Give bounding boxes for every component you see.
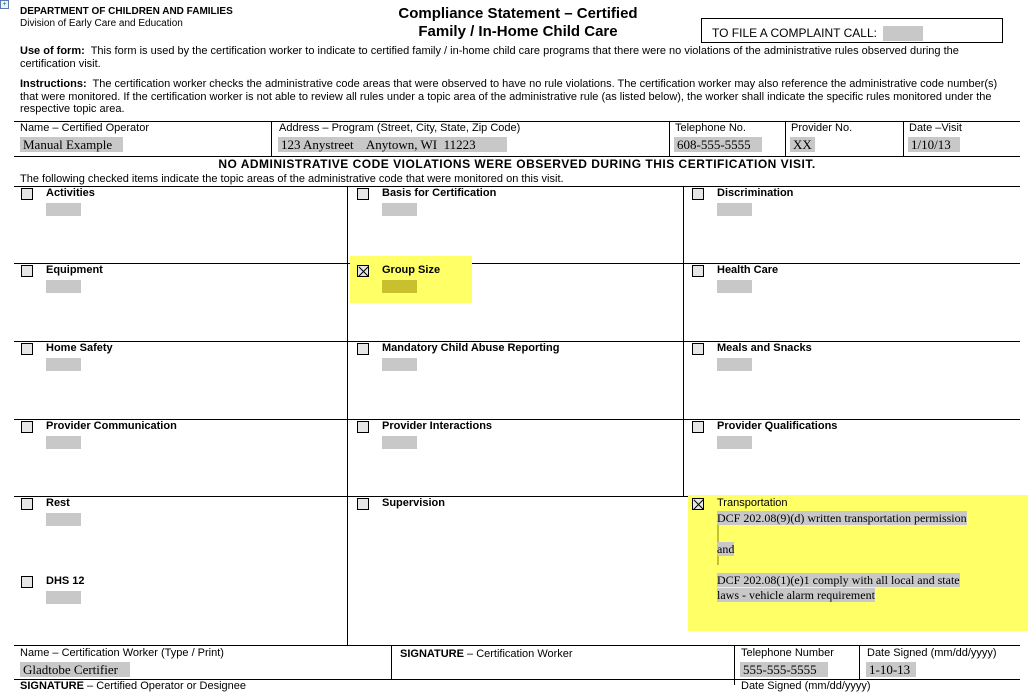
meals-label: Meals and Snacks [717, 342, 812, 354]
grid-line [14, 263, 1020, 264]
grid-line [683, 186, 684, 497]
dhs12-label: DHS 12 [46, 575, 85, 587]
complaint-box [701, 18, 1003, 43]
move-handle-icon[interactable]: + [0, 0, 9, 9]
transportation-note-line4[interactable]: laws - vehicle alarm requirement [717, 588, 875, 602]
no-violations-heading: NO ADMINISTRATIVE CODE VIOLATIONS WERE OBSERVED DURING THIS CERTIFICATION VISIT. [218, 157, 816, 171]
use-of-form-text: This form is used by the certification worker to indicate to certified family / in-home child care programs that there were no violations of the administrative rules observed during the certification visit. [20, 45, 959, 70]
phone-field[interactable]: 608-555-5555 [674, 137, 762, 152]
division-name: Division of Early Care and Education [20, 18, 183, 29]
meals-checkbox[interactable] [692, 343, 704, 355]
basis-label: Basis for Certification [382, 187, 497, 199]
following-note: The following checked items indicate the topic areas of the administrative code that were monitored on this visit. [20, 173, 564, 185]
mandatory-checkbox[interactable] [357, 343, 369, 355]
address-field[interactable]: 123 Anystreet Anytown, WI 11223 [278, 137, 507, 152]
health-care-label: Health Care [717, 264, 779, 276]
equipment-field[interactable] [46, 280, 81, 293]
equipment-label: Equipment [46, 264, 103, 276]
basis-field[interactable] [382, 203, 417, 216]
rest-label: Rest [46, 497, 70, 509]
date-signed-label: Date Signed (mm/dd/yyyy) [867, 647, 997, 659]
date-signed-field[interactable]: 1-10-13 [866, 662, 916, 677]
complaint-label: TO FILE A COMPLAINT CALL: [712, 26, 877, 40]
health-care-checkbox[interactable] [692, 265, 704, 277]
provider-number-field[interactable]: XX [790, 137, 815, 152]
divider [859, 645, 860, 679]
basis-checkbox[interactable] [357, 188, 369, 200]
divider [785, 121, 786, 156]
transportation-note-line2[interactable]: and [717, 542, 735, 556]
supervision-checkbox[interactable] [357, 498, 369, 510]
grid-line [347, 186, 348, 645]
rest-field[interactable] [46, 513, 81, 526]
mandatory-field[interactable] [382, 358, 417, 371]
transportation-checkbox[interactable] [692, 498, 704, 510]
provider-inter-field[interactable] [382, 436, 417, 449]
discrimination-label: Discrimination [717, 187, 794, 199]
instructions-paragraph [20, 78, 1014, 116]
dhs12-checkbox[interactable] [21, 576, 33, 588]
transportation-label: Transportation [717, 497, 788, 509]
group-size-field[interactable] [382, 280, 417, 293]
home-safety-field[interactable] [46, 358, 81, 371]
group-size-label: Group Size [382, 264, 441, 276]
discrimination-checkbox[interactable] [692, 188, 704, 200]
activities-field[interactable] [46, 203, 81, 216]
discrimination-field[interactable] [717, 203, 752, 216]
form-subtitle: Family / In-Home Child Care [418, 23, 618, 40]
divider [669, 121, 670, 156]
operator-field[interactable]: Manual Example [20, 137, 123, 152]
divider [903, 121, 904, 156]
worker-name-label: Name – Certification Worker (Type / Print) [20, 647, 224, 659]
rest-checkbox[interactable] [21, 498, 33, 510]
provider-comm-field[interactable] [46, 436, 81, 449]
meals-field[interactable] [717, 358, 752, 371]
use-of-form-label: Use of form: [20, 45, 85, 57]
home-safety-label: Home Safety [46, 342, 113, 354]
dhs12-field[interactable] [46, 591, 81, 604]
transportation-note-line3[interactable]: DCF 202.08(1)(e)1 comply with all local and state [717, 573, 960, 587]
divider [391, 645, 392, 679]
divider [271, 121, 272, 156]
operator-label: Name – Certified Operator [20, 122, 149, 134]
visit-date-label: Date –Visit [909, 122, 962, 134]
supervision-label: Supervision [382, 497, 445, 509]
worker-name-field[interactable]: Gladtobe Certifier [20, 662, 130, 677]
worker-phone-label: Telephone Number [741, 647, 834, 659]
department-name: DEPARTMENT OF CHILDREN AND FAMILIES [20, 6, 233, 17]
provider-inter-label: Provider Interactions [382, 420, 493, 432]
provider-qual-field[interactable] [717, 436, 752, 449]
provider-inter-checkbox[interactable] [357, 421, 369, 433]
instructions-text: The certification worker checks the administrative code areas that were observed to have no rule violations. The certification worker may also reference the administrative code number(s) that were monitored. If the certification worker is not able to review all rules under a topic area of the administrative rule (as listed below), the worker shall indicate the specific rules monitored under the respective topic area. [20, 78, 998, 115]
health-care-field[interactable] [717, 280, 752, 293]
phone-label: Telephone No. [675, 122, 746, 134]
provider-qual-label: Provider Qualifications [717, 420, 838, 432]
equipment-checkbox[interactable] [21, 265, 33, 277]
group-size-checkbox[interactable] [357, 265, 369, 277]
transportation-note-line1[interactable]: DCF 202.08(9)(d) written transportation permission [717, 511, 967, 525]
provider-comm-label: Provider Communication [46, 420, 177, 432]
operator-signature-label: SIGNATURE – Certified Operator or Designee [20, 680, 246, 692]
provider-qual-checkbox[interactable] [692, 421, 704, 433]
visit-date-field[interactable]: 1/10/13 [908, 137, 960, 152]
provider-number-label: Provider No. [791, 122, 853, 134]
complaint-phone-field[interactable] [883, 26, 923, 41]
worker-phone-field[interactable]: 555-555-5555 [740, 662, 828, 677]
grid-line [14, 186, 1020, 187]
operator-date-signed-label: Date Signed (mm/dd/yyyy) [741, 680, 871, 692]
provider-comm-checkbox[interactable] [21, 421, 33, 433]
worker-signature-label: SIGNATURE – Certification Worker [400, 648, 573, 660]
grid-line [14, 645, 1020, 646]
activities-label: Activities [46, 187, 95, 199]
mandatory-label: Mandatory Child Abuse Reporting [382, 342, 560, 354]
activities-checkbox[interactable] [21, 188, 33, 200]
address-label: Address – Program (Street, City, State, Zip Code) [279, 122, 521, 134]
form-title: Compliance Statement – Certified [398, 5, 638, 22]
use-of-form-paragraph [20, 45, 1014, 70]
instructions-label: Instructions: [20, 78, 87, 90]
home-safety-checkbox[interactable] [21, 343, 33, 355]
